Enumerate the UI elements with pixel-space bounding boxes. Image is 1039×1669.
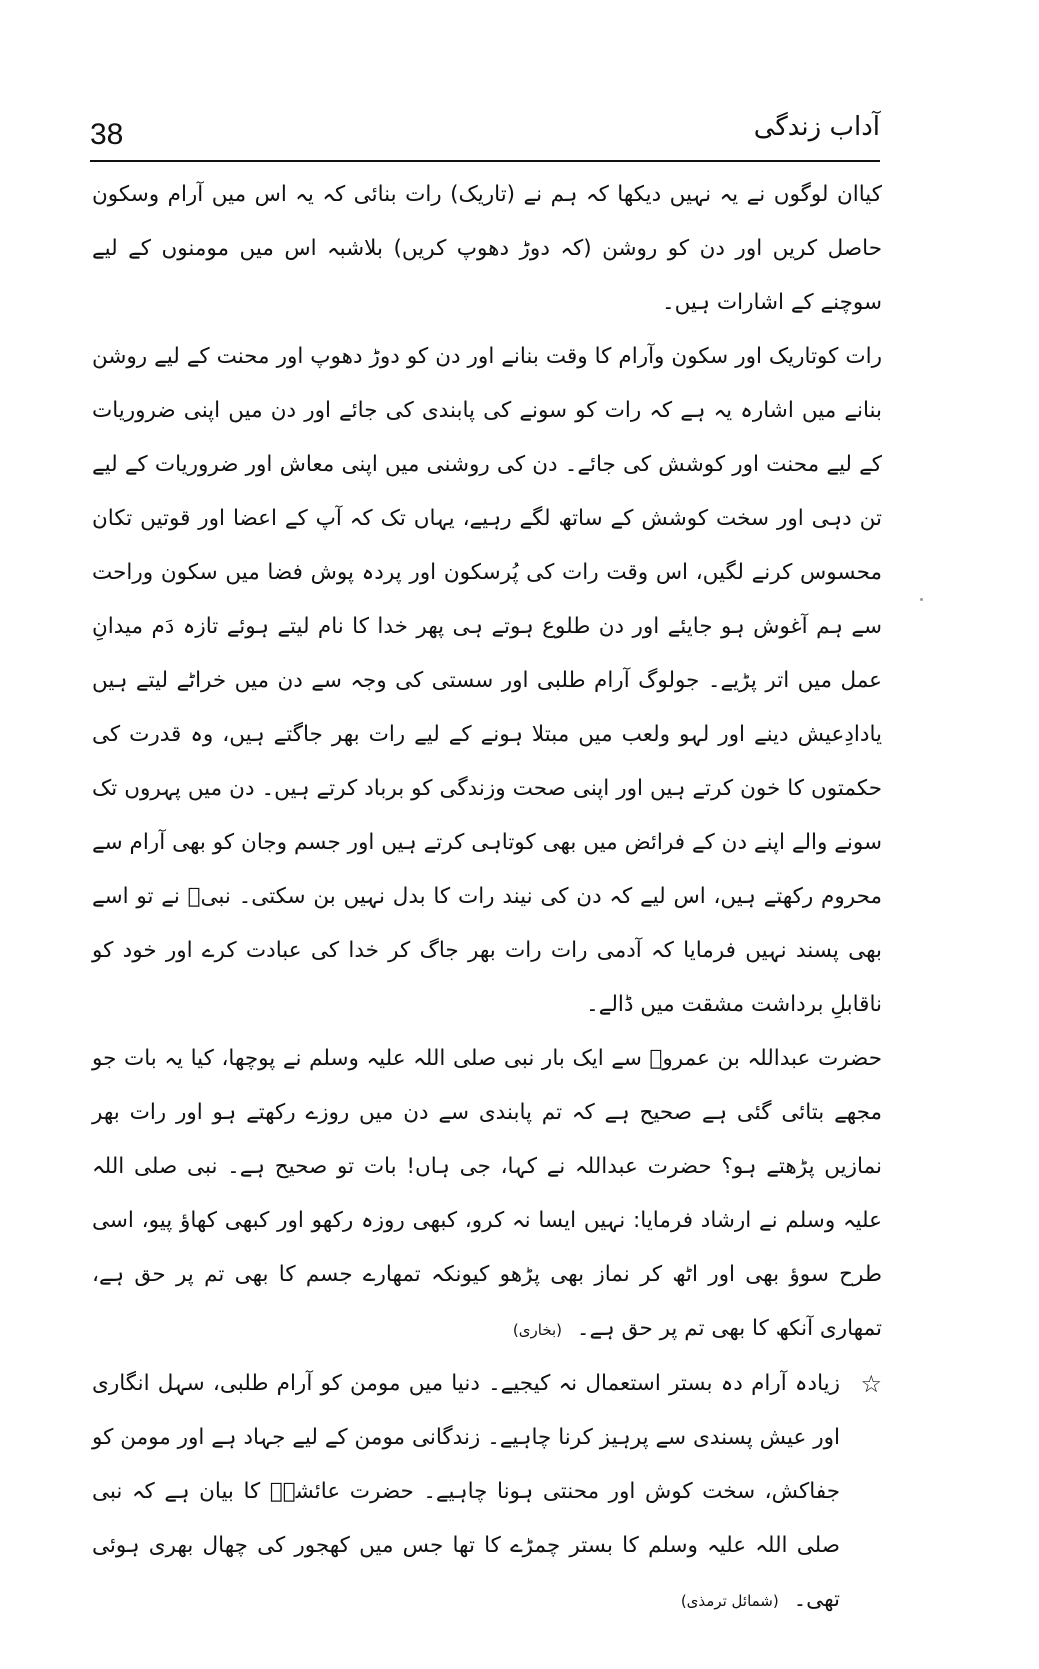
paragraph-text: حضرت عبداللہ بن عمروؓ سے ایک بار نبی صلی اللہ علیہ وسلم نے پوچھا، کیا یہ بات جو مجھے بتائی گئی ہے صحیح ہے کہ تم پابندی سے دن میں روزے رکھتے ہو اور رات بھر نمازیں پڑھتے ہو؟ حضرت عبداللہ نے کہا، جی ہاں! بات تو صحیح ہے۔ نبی صلی اللہ علیہ وسلم نے ارشاد فرمایا: نہیں ایسا نہ کرو، کبھی روزہ رکھو اور کبھی کھاؤ پیو، اسی طرح سوؤ بھی اور اٹھ کر نماز بھی پڑھو کیونکہ تمھارے جسم کا بھی تم پر حق ہے، تمھاری آنکھ کا بھی تم پر حق ہے۔	[92, 1046, 882, 1341]
header-rule	[90, 160, 880, 162]
scan-speck	[920, 598, 923, 601]
hadith-paragraph	[92, 1032, 882, 1357]
night-day-paragraph	[92, 330, 882, 1032]
citation: (شمائل ترمذی)	[680, 1592, 779, 1610]
citation: (بخاری)	[512, 1321, 563, 1339]
bullet-paragraph	[92, 1357, 882, 1628]
page-number: 38	[90, 118, 124, 151]
paragraph-text: زیادہ آرام دہ بستر استعمال نہ کیجیے۔ دنیا میں مومن کو آرام طلبی، سہل انگاری اور عیش پسندی سے پرہیز کرنا چاہیے۔ زندگانی مومن کے لیے جہاد ہے اور مومن کو جفاکش، سخت کوش اور محنتی ہونا چاہیے۔ حضرت عائشہؓ کا بیان ہے کہ نبی صلی اللہ علیہ وسلم کا بستر چمڑے کا تھا جس میں کھجور کی چھال بھری ہوئی تھی۔	[92, 1371, 840, 1612]
paragraph-text: رات کوتاریک اور سکون وآرام کا وقت بنانے اور دن کو دوڑ دھوپ اور محنت کے لیے روشن بنانے میں اشارہ یہ ہے کہ رات کو سونے کی پابندی کی جائے اور دن میں اپنی ضروریات کے لیے محنت اور کوشش کی جائے۔ دن کی روشنی میں اپنی معاش اور ضروریات کے لیے تن دہی اور سخت کوشش کے ساتھ لگے رہیے، یہاں تک کہ آپ کے اعضا اور قوتیں تکان محسوس کرنے لگیں، اس وقت رات کی پُرسکون اور پردہ پوش فضا میں سکون وراحت سے ہم آغوش ہو جایئے اور دن طلوع ہوتے ہی پھر خدا کا نام لیتے ہوئے تازہ دَم میدانِ عمل میں اتر پڑیے۔ جولوگ آرام طلبی اور سستی کی وجہ سے دن میں خراٹے لیتے ہیں یادادِعیش دینے اور لہو ولعب میں مبتلا ہونے کے لیے رات بھر جاگتے ہیں، وہ قدرت کی حکمتوں کا خون کرتے ہیں اور اپنی صحت وزندگی کو برباد کرتے ہیں۔ دن میں پہروں تک سونے والے اپنے دن کے فرائض میں بھی کوتاہی کرتے ہیں اور جسم وجان کو بھی آرام سے محروم رکھتے ہیں، اس لیے کہ دن کی نیند رات کا بدل نہیں بن سکتی۔ نبیؐ نے تو اسے بھی پسند نہیں فرمایا کہ آدمی رات رات بھر جاگ کر خدا کی عبادت کرے اور خود کو ناقابلِ برداشت مشقت میں ڈالے۔	[92, 344, 882, 1017]
quran-paraphrase-paragraph	[92, 168, 882, 330]
star-bullet-icon: ☆	[860, 1370, 882, 1398]
running-title: آداب زندگی	[753, 112, 880, 142]
paragraph-text: کیاان لوگوں نے یہ نہیں دیکھا کہ ہم نے (تاریک) رات بنائی کہ یہ اس میں آرام وسکون حاصل کریں اور دن کو روشن (کہ دوڑ دھوپ کریں) بلاشبہ اس میں مومنوں کے لیے سوچنے کے اشارات ہیں۔	[92, 182, 882, 315]
page-body	[92, 168, 882, 1628]
page-header	[90, 112, 880, 162]
